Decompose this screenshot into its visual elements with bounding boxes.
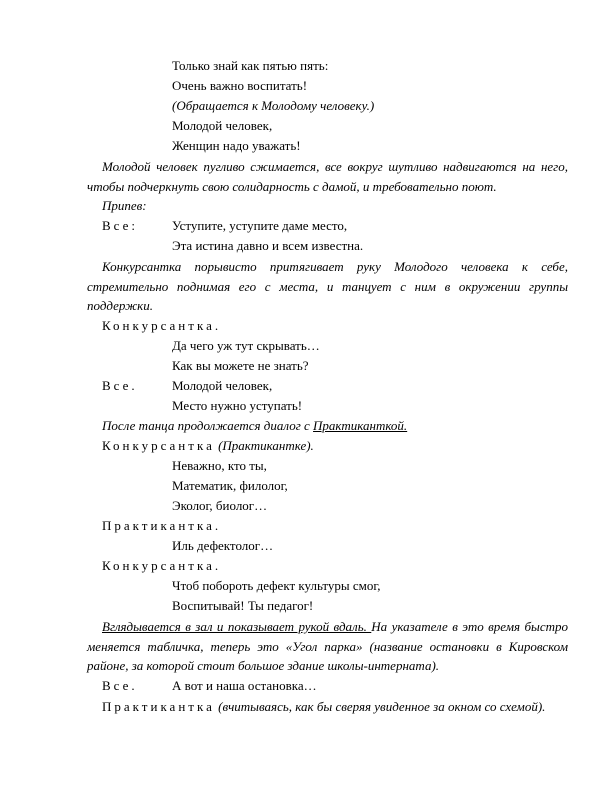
stage-direction-underlined: Вглядывается в зал и показывает рукой вдаль.: [102, 619, 372, 634]
speaker-label: Конкурсантка.: [102, 318, 222, 333]
refrain-heading: Припев:: [102, 198, 147, 213]
speaker-label: Конкурсантка.: [102, 558, 222, 573]
verse-line: Неважно, кто ты,: [172, 458, 267, 473]
stage-direction-paragraph: [87, 617, 568, 676]
verse-line: Как вы можете не знать?: [172, 358, 309, 373]
stage-direction-underlined: Практиканткой.: [313, 418, 408, 433]
verse-line: Иль дефектолог…: [172, 538, 274, 553]
verse-line: Эта истина давно и всем известна.: [172, 238, 364, 253]
verse-line: Место нужно уступать!: [172, 398, 303, 413]
verse-line: А вот и наша остановка…: [172, 678, 317, 693]
verse-line: Воспитывай! Ты педагог!: [172, 598, 314, 613]
stage-direction-text: На указателе в это время быстро меняется табличка, теперь это «Угол парка» (название остановки в Кировском районе, за которой стоит большое здание школы-интерната).: [87, 619, 568, 673]
stage-direction-paragraph: Конкурсантка порывисто притягивает руку Молодого человека к себе, стремительно поднимая его с места, и танцует с ним в окружении группы поддержки.: [87, 259, 568, 313]
speaker-note: (вчитываясь, как бы сверяя увиденное за окном со схемой).: [218, 699, 546, 714]
verse-line: Математик, филолог,: [172, 478, 288, 493]
speaker-paragraph: [87, 697, 568, 717]
speaker-label: Все:: [102, 218, 138, 233]
verse-line: Уступите, уступите даме место,: [172, 218, 348, 233]
stage-direction-text: После танца продолжается диалог с: [102, 418, 314, 433]
speaker-line: [102, 438, 314, 454]
verse-line: Женщин надо уважать!: [172, 138, 301, 153]
speaker-note: (Практикантке).: [218, 438, 314, 453]
verse-line: Очень важно воспитать!: [172, 78, 308, 93]
verse-line: Чтоб побороть дефект культуры смог,: [172, 578, 381, 593]
verse-line: Да чего уж тут скрывать…: [172, 338, 320, 353]
speaker-label: Практикантка: [102, 699, 215, 714]
stage-direction-paragraph: Молодой человек пугливо сжимается, все вокруг шутливо надвигаются на него, чтобы подчеркнуть свою солидарность с дамой, и требовательно поют.: [87, 159, 568, 194]
verse-line: Молодой человек,: [172, 118, 273, 133]
speaker-label: Все.: [102, 678, 138, 693]
stage-direction: [102, 418, 407, 434]
verse-line: Только знай как пятью пять:: [172, 58, 329, 73]
verse-line: Молодой человек,: [172, 378, 273, 393]
verse-line: Эколог, биолог…: [172, 498, 268, 513]
speaker-label: Все.: [102, 378, 138, 393]
speaker-label: Конкурсантка: [102, 438, 215, 453]
stage-direction: (Обращается к Молодому человеку.): [172, 98, 375, 113]
speaker-label: Практикантка.: [102, 518, 222, 533]
